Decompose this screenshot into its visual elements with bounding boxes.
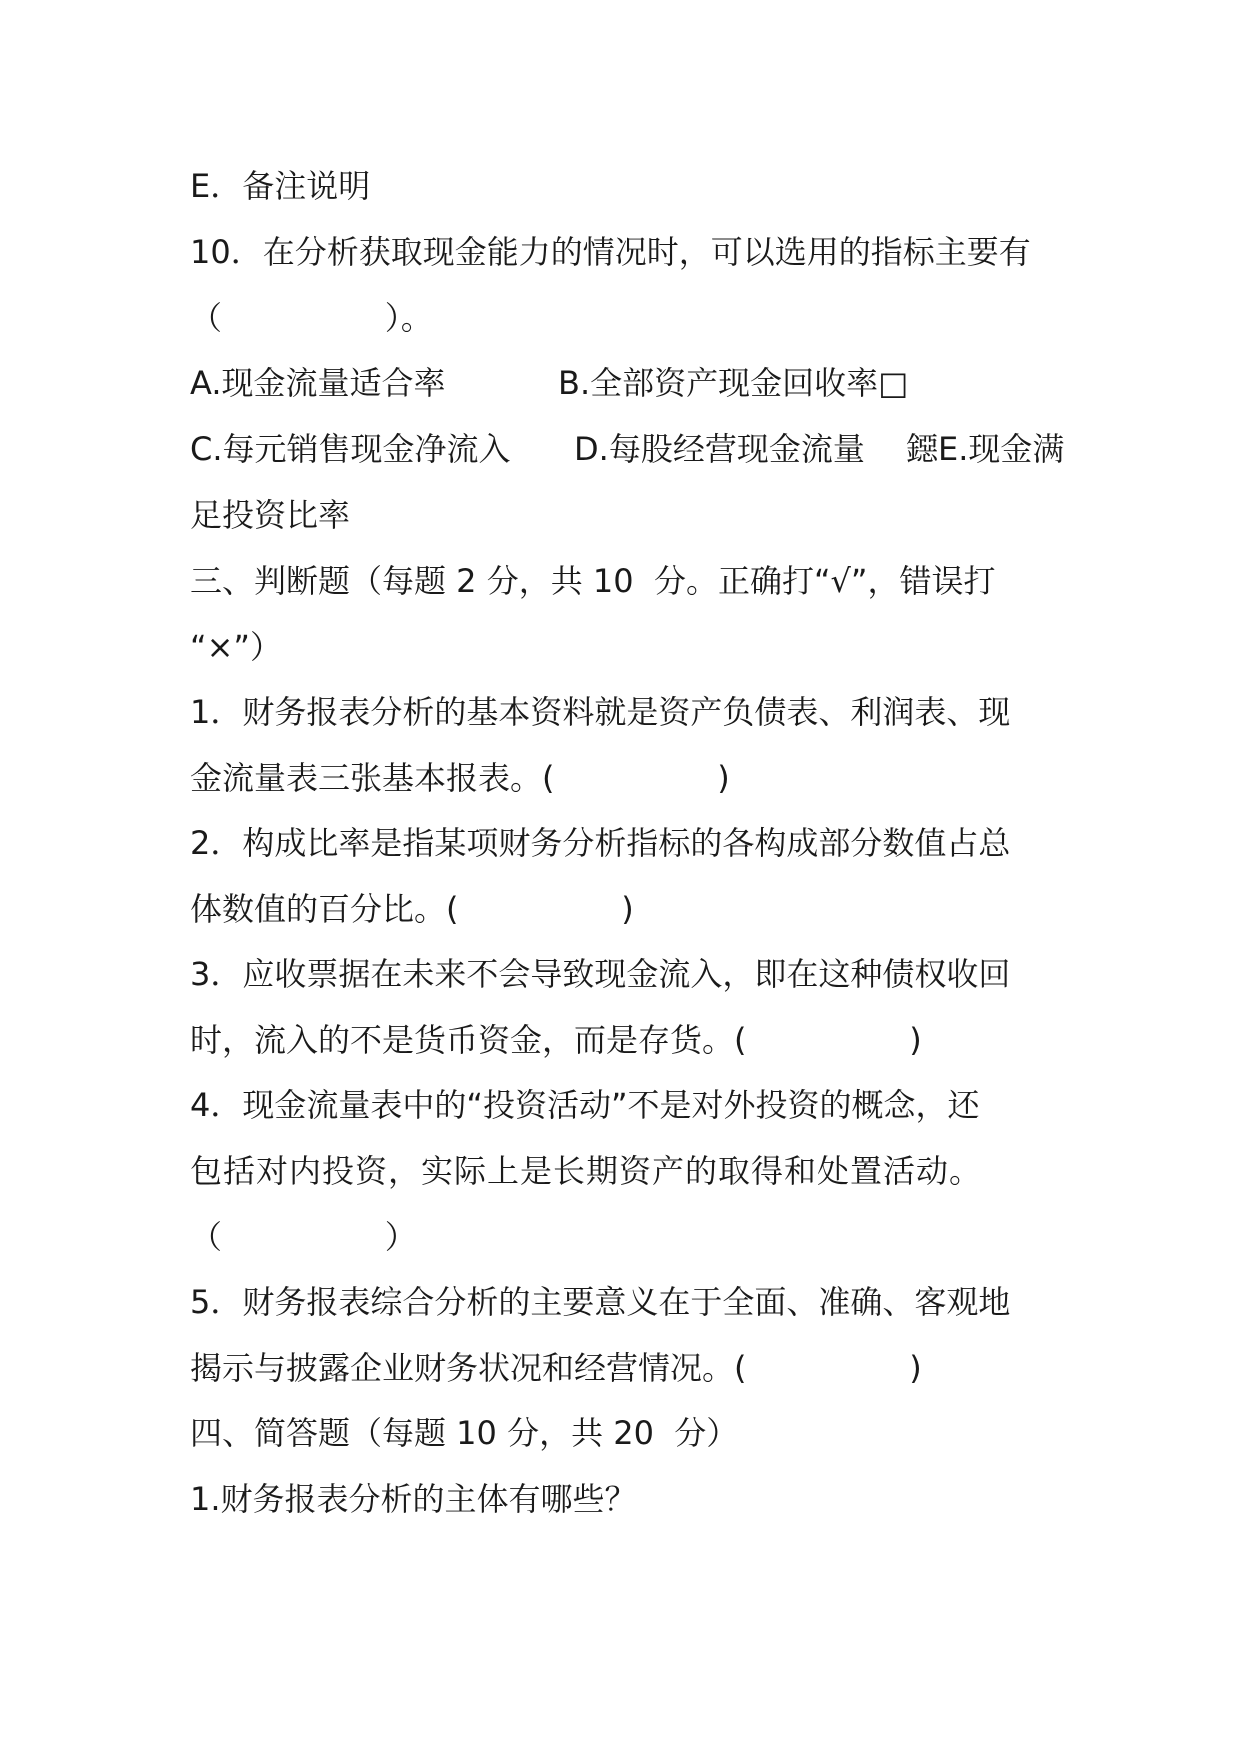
judge-2-line-1: 2．构成比率是指某项财务分析指标的各构成部分数值占总: [190, 824, 1011, 862]
judge-3-line-2: 时，流入的不是货币资金，而是存货。( ): [190, 1021, 922, 1059]
judge-3-line-1: 3．应收票据在未来不会导致现金流入，即在这种债权收回: [190, 955, 1011, 993]
option-a: A.现金流量适合率: [190, 364, 446, 402]
option-c: C.每元销售现金净流入: [190, 430, 511, 468]
short-answer-1: 1.财务报表分析的主体有哪些？: [190, 1480, 637, 1518]
judge-4-line-2: 包括对内投资，实际上是长期资产的取得和处置活动。: [190, 1152, 983, 1190]
judge-1-line-2: 金流量表三张基本报表。( ): [190, 759, 730, 797]
option-b: B.全部资产现金回收率□: [558, 364, 909, 402]
question-10-blank: （ ）。: [190, 299, 433, 337]
section-3-heading: 三、判断题（每题 2 分，共 10 分。正确打“√”，错误打: [190, 562, 996, 600]
question-10-stem: 10．在分析获取现金能力的情况时，可以选用的指标主要有: [190, 233, 1031, 271]
option-d: D.每股经营现金流量: [574, 430, 865, 468]
judge-5-line-2: 揭示与披露企业财务状况和经营情况。( ): [190, 1349, 922, 1387]
judge-2-line-2: 体数值的百分比。( ): [190, 890, 634, 928]
judge-1-line-1: 1．财务报表分析的基本资料就是资产负债表、利润表、现: [190, 693, 1011, 731]
section-4-heading: 四、简答题（每题 10 分，共 20 分）: [190, 1414, 739, 1452]
section-3-heading-cont: “×”）: [190, 628, 282, 666]
judge-5-line-1: 5．财务报表综合分析的主要意义在于全面、准确、客观地: [190, 1283, 1011, 1321]
option-e-start: 鐚E.现金满: [906, 430, 1065, 468]
judge-4-blank: （ ）: [190, 1218, 417, 1256]
option-e-line: E．备注说明: [190, 167, 371, 205]
judge-4-line-1: 4．现金流量表中的“投资活动”不是对外投资的概念，还: [190, 1086, 980, 1124]
option-e-continued: 足投资比率: [190, 496, 351, 534]
